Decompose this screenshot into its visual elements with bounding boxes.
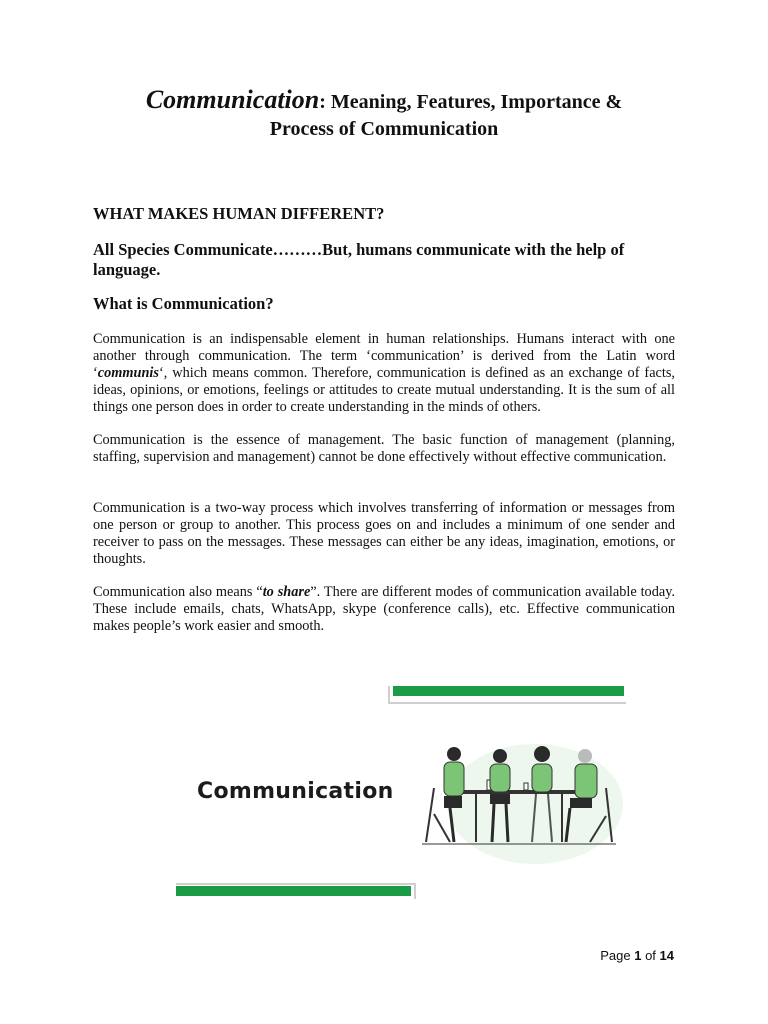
title-lead: Communication [145,85,320,114]
paragraph-text: ”. There are different modes of communication available today. These include emails, chats, WhatsApp, skype (conference calls), etc. Effective communication makes people’s work easier and smooth. [93,584,675,634]
heading-what-is-communication: What is Communication? [93,294,274,313]
banner-bottom-green-bar [176,886,411,896]
page-title [60,86,708,143]
latin-term: communis [97,365,159,381]
paragraph-text: Communication also means “ [93,584,263,600]
banner-top-green-bar [393,686,624,696]
paragraph-text: ‘, which means common. Therefore, communication is defined as an exchange of facts, ideas, opinions, or emotions, feelings or attitudes to create mutual understanding. It is the sum of all things one person does in order to create understanding in the minds of others. [93,365,675,415]
page-label: Page [600,948,631,963]
team-meeting-illustration [420,738,625,866]
paragraph-text: Communication is an indispensable element in human relationships. Humans interact with one another through communication. The term ‘communication’ is derived from the Latin word ‘ [93,331,675,381]
heading-what-makes-human-different: WHAT MAKES HUMAN DIFFERENT? [93,204,385,223]
paragraph-management: Communication is the essence of management. The basic function of management (planning, staffing, supervision and management) cannot be done effectively without effective communication. [93,432,675,465]
title-line2: Process of Communication [269,118,499,140]
paragraph-definition [93,331,675,416]
banner-communication-word: Communication [197,779,394,804]
to-share-term: to share [262,584,311,600]
total-pages: 14 [659,948,674,963]
paragraph-to-share [93,584,675,635]
current-page: 1 [634,948,642,963]
heading-all-species-communicate: All Species Communicate………But, humans communicate with the help of language. [93,240,625,279]
paragraph-two-way-process: Communication is a two-way process which involves transferring of information or messages from one person or group to another. This process goes on and includes a minimum of one sender and receiver to pass on the messages. These messages can either be any ideas, imagination, emotions, or thoughts. [93,500,675,567]
title-rest: : Meaning, Features, Importance & [319,91,623,113]
page-number [600,948,674,963]
of-label: of [645,948,656,963]
